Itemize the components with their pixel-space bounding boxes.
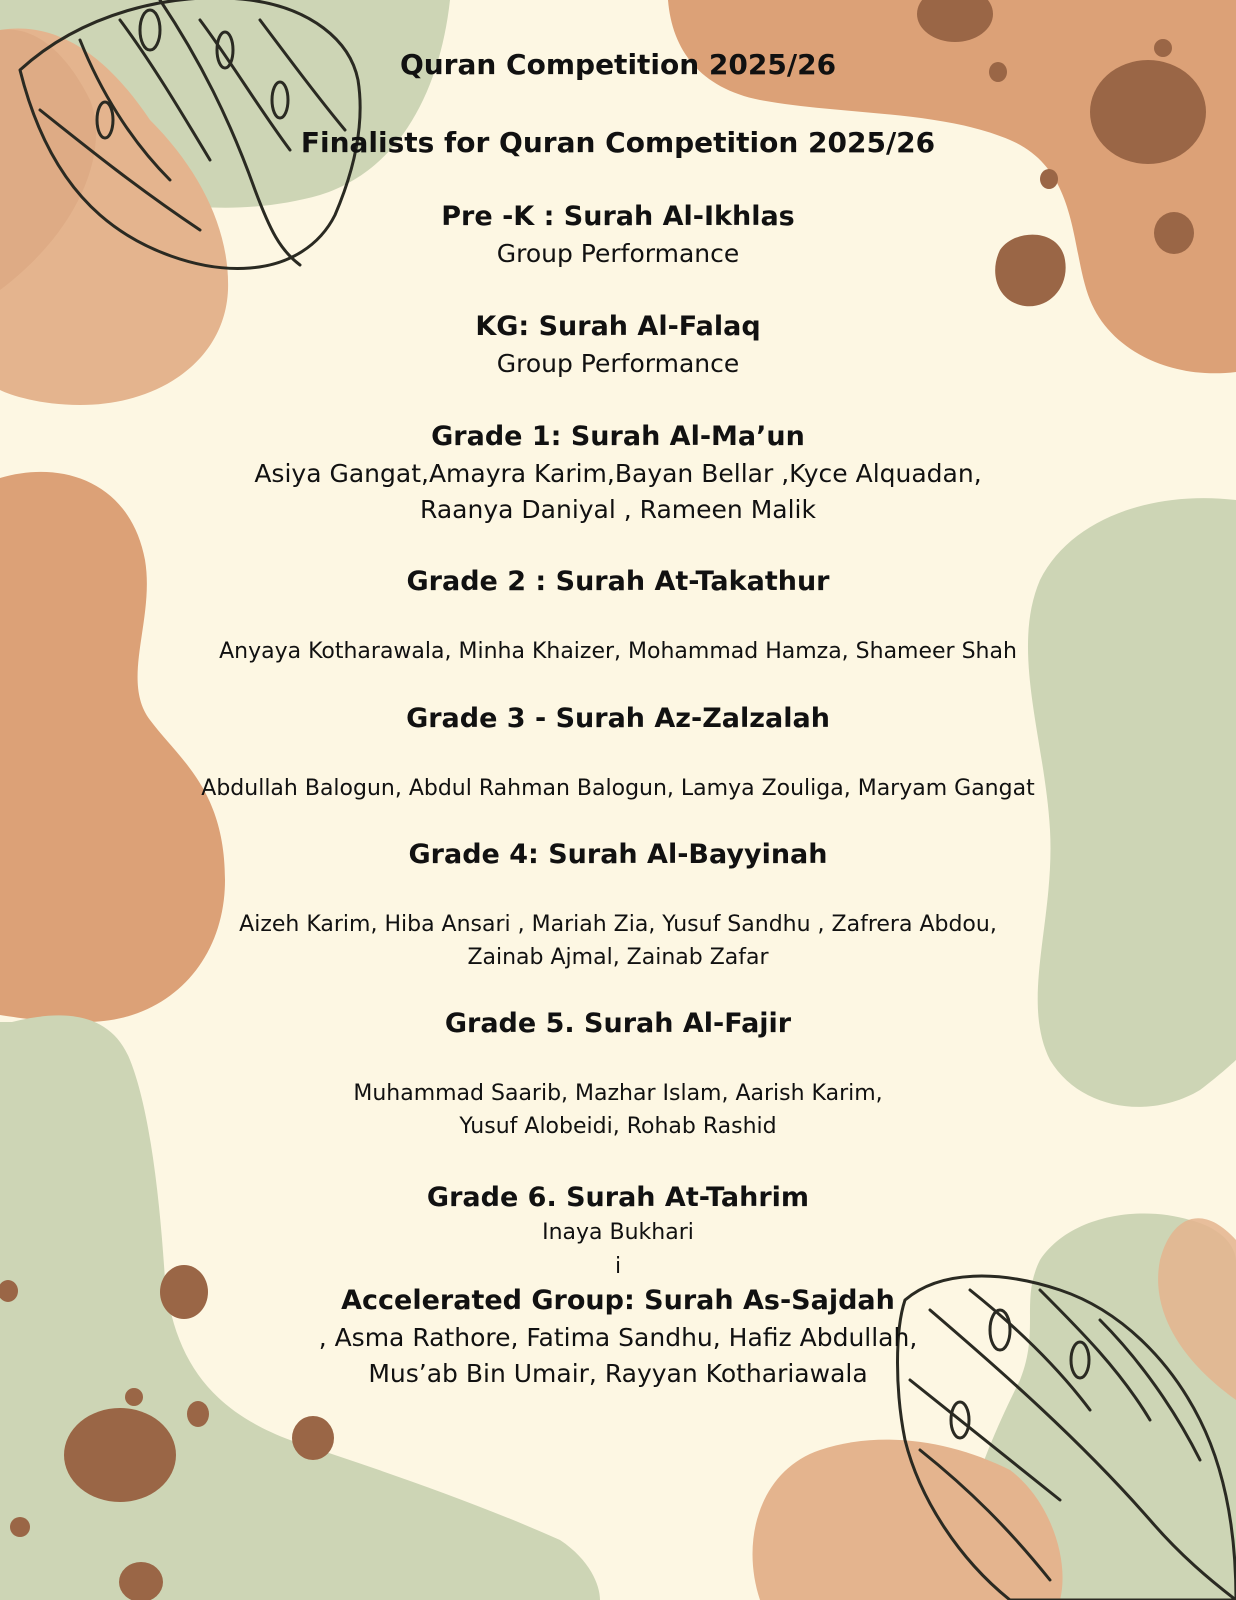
- section-line: Asiya Gangat,Amayra Karim,Bayan Bellar ,Kyce Alquadan,: [254, 459, 982, 488]
- section-line: Muhammad Saarib, Mazhar Islam, Aarish Karim,: [353, 1081, 883, 1106]
- page-subtitle: Finalists for Quran Competition 2025/26: [300, 126, 936, 159]
- section-line: Anyaya Kotharawala, Minha Khaizer, Mohammad Hamza, Shameer Shah: [219, 639, 1017, 664]
- section-heading-prek: Pre -K : Surah Al-Ikhlas: [441, 201, 795, 232]
- section-line: Group Performance: [496, 239, 740, 268]
- section-line: Mus’ab Bin Umair, Rayyan Kothariawala: [368, 1359, 868, 1388]
- section-heading-kg: KG: Surah Al-Falaq: [475, 311, 761, 342]
- section-line: , Asma Rathore, Fatima Sandhu, Hafiz Abdullah,: [318, 1323, 918, 1352]
- section-heading-grade-1: Grade 1: Surah Al-Ma’un: [431, 421, 805, 452]
- page-title: Quran Competition 2025/26: [399, 48, 837, 81]
- section-line: i: [614, 1254, 622, 1279]
- section-heading-grade-5: Grade 5. Surah Al-Fajir: [444, 1008, 792, 1039]
- section-line: Aizeh Karim, Hiba Ansari , Mariah Zia, Yusuf Sandhu , Zafrera Abdou,: [239, 912, 997, 937]
- section-heading-accelerated: Accelerated Group: Surah As-Sajdah: [341, 1285, 895, 1316]
- section-line: Yusuf Alobeidi, Rohab Rashid: [459, 1114, 777, 1139]
- section-heading-grade-6: Grade 6. Surah At-Tahrim: [426, 1182, 810, 1213]
- section-heading-grade-4: Grade 4: Surah Al-Bayyinah: [408, 839, 828, 870]
- section-line: Zainab Ajmal, Zainab Zafar: [467, 945, 769, 970]
- section-heading-grade-2: Grade 2 : Surah At-Takathur: [406, 566, 830, 597]
- section-line: Abdullah Balogun, Abdul Rahman Balogun, Lamya Zouliga, Maryam Gangat: [201, 776, 1035, 801]
- section-line: Inaya Bukhari: [542, 1220, 694, 1245]
- section-line: Raanya Daniyal , Rameen Malik: [420, 495, 816, 524]
- section-line: Group Performance: [496, 349, 740, 378]
- section-heading-grade-3: Grade 3 - Surah Az-Zalzalah: [406, 703, 830, 734]
